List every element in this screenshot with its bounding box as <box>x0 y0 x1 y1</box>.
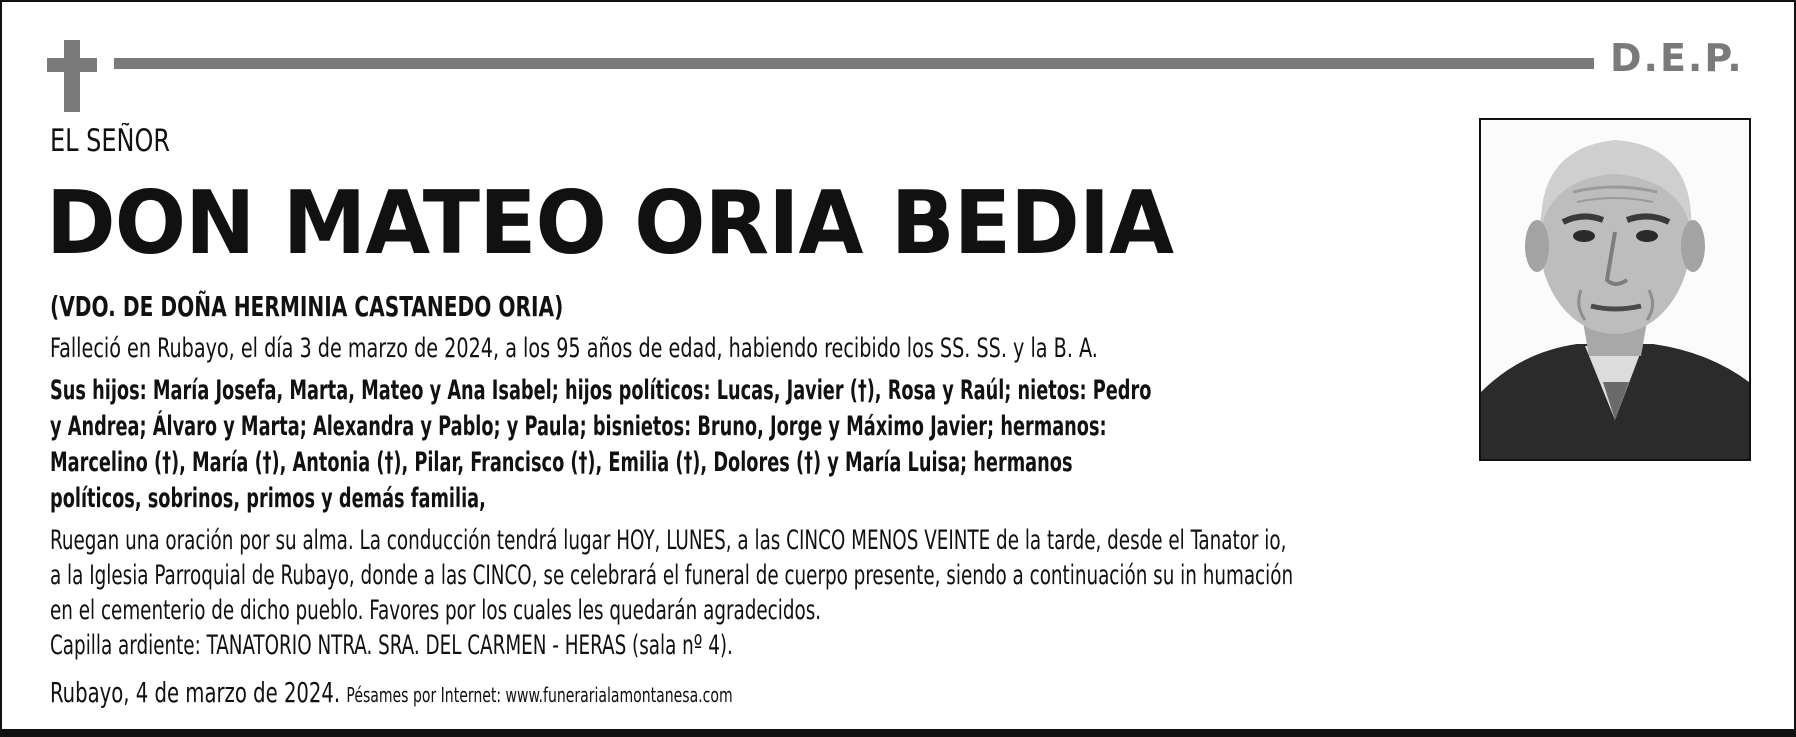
place-date: Rubayo, 4 de marzo de 2024. <box>50 676 341 709</box>
honorific: EL SEÑOR <box>50 123 170 159</box>
portrait-icon <box>1481 120 1749 459</box>
footer <box>50 676 733 709</box>
portrait-photo <box>1479 118 1751 461</box>
service-line: Capilla ardiente: TANATORIO NTRA. SRA. DEL CARMEN - HERAS (sala nº 4). <box>50 630 733 661</box>
deceased-name: DON MATEO ORIA BEDIA <box>46 172 1174 274</box>
family-line: y Andrea; Álvaro y Marta; Alexandra y Pablo; y Paula; bisnietos: Bruno, Jorge y Máximo Javier; hermanos: <box>50 411 1107 442</box>
cross-icon <box>64 40 80 112</box>
service-line: a la Iglesia Parroquial de Rubayo, donde a las CINCO, se celebrará el funeral de cuerpo presente, siendo a continuación su in humación <box>50 560 1294 591</box>
family-list <box>50 373 1320 517</box>
family-line: Sus hijos: María Josefa, Marta, Mateo y Ana Isabel; hijos políticos: Lucas, Javier (†), Rosa y Raúl; nietos: Pedro <box>50 375 1152 406</box>
dep-label: D.E.P. <box>1610 36 1744 80</box>
family-line: Marcelino (†), María (†), Antonia (†), Pilar, Francisco (†), Emilia (†), Dolores (†) y María Luisa; hermanos <box>50 447 1073 478</box>
condolences-link[interactable]: Pésames por Internet: www.funerarialamontanesa.com <box>346 683 733 707</box>
cross-icon-arm <box>47 58 97 72</box>
service-details <box>50 523 1293 663</box>
widowhood-line: (VDO. DE DOÑA HERMINIA CASTANEDO ORIA) <box>50 290 564 323</box>
family-line: políticos, sobrinos, primos y demás familia, <box>50 483 486 514</box>
service-line: Ruegan una oración por su alma. La conducción tendrá lugar HOY, LUNES, a las CINCO MENOS VEINTE de la tarde, desde el Tanator io, <box>50 525 1287 556</box>
service-line: en el cementerio de dicho pueblo. Favores por los cuales les quedarán agradecidos. <box>50 595 822 626</box>
death-notice: Falleció en Rubayo, el día 3 de marzo de 2024, a los 95 años de edad, habiendo recibido los SS. SS. y la B. A. <box>50 333 1098 364</box>
header-rule <box>114 58 1594 69</box>
